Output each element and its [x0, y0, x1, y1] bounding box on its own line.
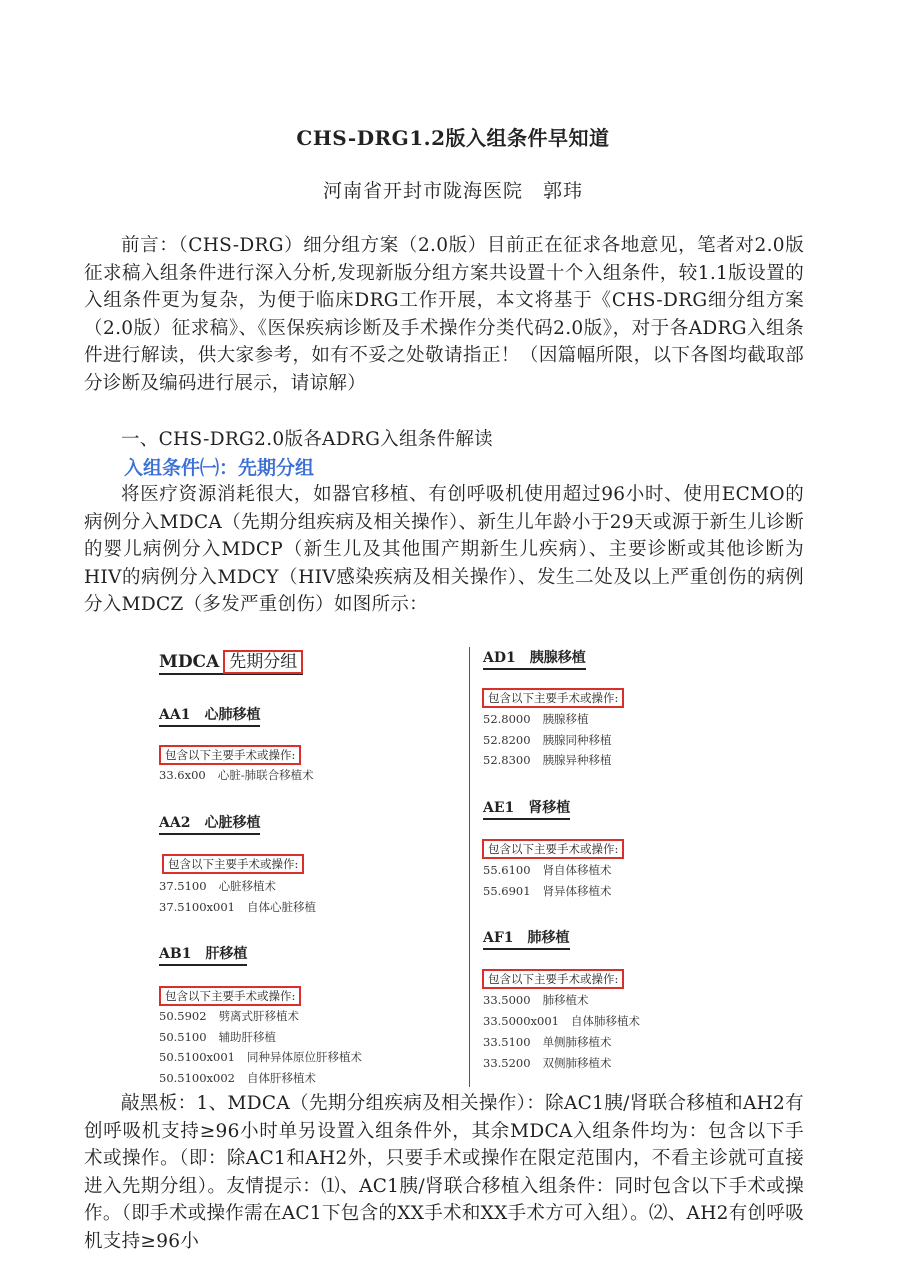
- condition-paragraph: 将医疗资源消耗很大，如器官移植、有创呼吸机使用超过96小时、使用ECMO的病例分入MDCA（先期分组疾病及相关操作）、新生儿年龄小于29天或源于新生儿诊断的婴儿病例分入MDCP（新生儿及其他围产期新生儿疾病）、主要诊断或其他诊断为HIV的病例分入MDCY（HIV感染疾病及相关操作）、发生二处及以上严重创伤的病例分入MDCZ（多发严重创伤）如图所示：: [84, 484, 804, 615]
- procedure-item: 37.5100 心脏移植术: [159, 879, 277, 893]
- procedure-item: 50.5100 辅助肝移植: [159, 1030, 277, 1044]
- procedure-item: 52.8300 胰腺异种移植: [483, 753, 612, 767]
- requirement-label: 包含以下主要手术或操作:: [159, 986, 301, 1006]
- procedure-item: 33.5100 单侧肺移植术: [483, 1035, 612, 1049]
- requirement-label: 包含以下主要手术或操作:: [162, 854, 304, 874]
- author-line: 河南省开封市陇海医院 郭玮: [322, 180, 583, 202]
- mdc-name: 先期分组: [223, 650, 303, 674]
- procedure-item: 37.5100x001 自体心脏移植: [159, 900, 316, 914]
- blackboard-paragraph: 敲黑板：1、MDCA（先期分组疾病及相关操作）：除AC1胰/肾联合移植和AH2有创呼吸机支持≥96小时单另设置入组条件外，其余MDCA入组条件均为：包含以下手术或操作。（即：除AC1和AH2外，只要手术或操作在限定范围内，不看主诊就可直接进入先期分组）。友情提示：⑴、AC1胰/肾联合移植入组条件：同时包含以下手术或操作。（即手术或操作需在AC1下包含的XX手术和XX手术方可入组）。⑵、AH2有创呼吸机支持≥96小: [84, 1093, 804, 1252]
- mdc-code: MDCA: [159, 652, 220, 672]
- group-heading: AE1 肾移植: [483, 797, 570, 820]
- procedure-item: 33.5000x001 自体肺移植术: [483, 1014, 640, 1028]
- procedure-item: 33.5200 双侧肺移植术: [483, 1056, 612, 1070]
- preface-paragraph: 前言：（CHS-DRG）细分组方案（2.0版）目前正在征求各地意见，笔者对2.0版征求稿入组条件进行深入分析,发现新版分组方案共设置十个入组条件，较1.1版设置的入组条件更为复杂，为便于临床DRG工作开展，本文将基于《CHS-DRG细分组方案（2.0版）征求稿》、《医保疾病诊断及手术操作分类代码2.0版》，对于各ADRG入组条件进行解读，供大家参考，如有不妥之处敬请指正！（因篇幅所限，以下各图均截取部分诊断及编码进行展示，请谅解）: [84, 235, 804, 394]
- requirement-label: 包含以下主要手术或操作:: [482, 969, 624, 989]
- procedure-item: 52.8000 胰腺移植: [483, 712, 589, 726]
- requirement-label: 包含以下主要手术或操作:: [482, 839, 624, 859]
- group-heading: AD1 胰腺移植: [483, 647, 586, 670]
- requirement-label: 包含以下主要手术或操作:: [159, 745, 301, 765]
- procedure-item: 33.6x00 心脏-肺联合移植术: [159, 768, 314, 782]
- group-heading: AA2 心脏移植: [159, 812, 260, 835]
- requirement-label: 包含以下主要手术或操作:: [482, 688, 624, 708]
- mdc-heading: [159, 647, 303, 675]
- procedure-item: 50.5100x002 自体肝移植术: [159, 1071, 316, 1085]
- section-title: 一、CHS-DRG2.0版各ADRG入组条件解读: [121, 429, 493, 450]
- condition-heading: 入组条件㈠：先期分组: [124, 457, 315, 479]
- group-heading: AF1 肺移植: [483, 927, 570, 950]
- mdca-figure: [156, 643, 656, 1090]
- procedure-item: 50.5902 劈离式肝移植术: [159, 1009, 300, 1023]
- page-title: CHS-DRG1.2版入组条件早知道: [296, 126, 610, 150]
- procedure-item: 52.8200 胰腺同种移植: [483, 733, 612, 747]
- procedure-item: 50.5100x001 同种异体原位肝移植术: [159, 1050, 362, 1064]
- group-heading: AB1 肝移植: [159, 943, 247, 966]
- column-divider: [469, 647, 470, 1087]
- procedure-item: 55.6901 肾异体移植术: [483, 884, 612, 898]
- procedure-item: 33.5000 肺移植术: [483, 993, 589, 1007]
- procedure-item: 55.6100 肾自体移植术: [483, 863, 612, 877]
- group-heading: AA1 心肺移植: [159, 704, 260, 727]
